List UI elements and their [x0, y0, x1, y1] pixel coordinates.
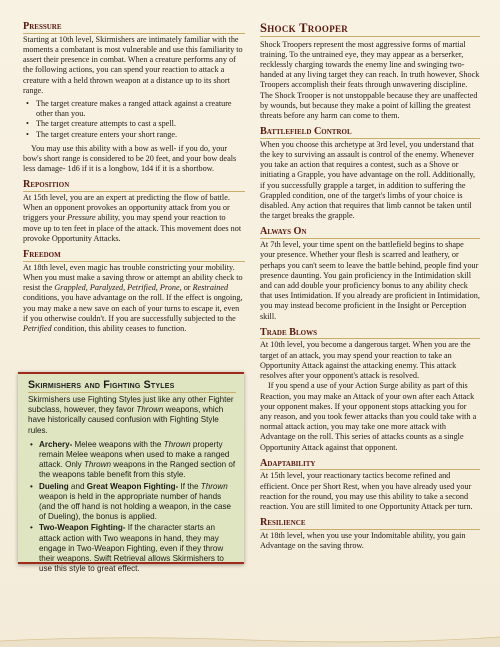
adaptability-text: At 15th level, your reactionary tactics become refined and efficient. Once per Short Rest, when you have already used your reaction for the round, you may use this ability to take a second reaction. You are still limited to one Opportunity Attack per turn.	[260, 471, 473, 512]
trade-blows-text: At 10th level, you become a dangerous target. When you are the target of an attack, you may spend your reaction to take an Opportunity Attack against the attacking enemy. This attack resolves after your opponent's attack is resolved.	[260, 340, 471, 381]
list-item: • The target creature enters your short range.	[23, 130, 245, 140]
heading-reposition: Reposition	[23, 180, 245, 192]
freedom-text: At 18th level, even magic has trouble constricting your mobility. When you must make a saving throw or attempt an ability check to resist the Grappled, Paralyzed, Petrified, Prone, or Restrained conditions, you have advantage on the roll. If the effect is ongoing, you may make a new save on each of your turns to escape it, even if you otherwise couldn't. If you are successfully subjected to the Petrified condition, this ability ceases to function.	[23, 262, 243, 333]
heading-resilience: Resilience	[260, 518, 480, 530]
sidebar-intro: Skirmishers use Fighting Styles just like any other Fighter subclass, however, they favor Thrown weapons, which have historically caused confusion with Fighting Style rules.	[28, 395, 234, 435]
list-item: • Archery- Melee weapons with the Thrown property remain Melee weapons when used to make a ranged attack. Only Thrown weapons in the Ranged section of the weapons table benefit from this style.	[28, 440, 236, 481]
list-item: • The target creature attempts to cast a spell.	[23, 119, 245, 129]
heading-battlefield-control: Battlefield Control	[260, 127, 480, 139]
sidebar-list	[28, 440, 236, 575]
heading-shock-trooper: Shock Trooper	[260, 22, 480, 37]
pressure-list	[23, 99, 245, 140]
right-column	[260, 22, 480, 551]
list-item: • The target creature makes a ranged attack against a creature other than you.	[23, 99, 245, 119]
heading-freedom: Freedom	[23, 250, 245, 262]
heading-trade-blows: Trade Blows	[260, 328, 480, 340]
heading-pressure: Pressure	[23, 22, 245, 34]
footer-ornament	[0, 625, 500, 647]
battlefield-control-text: When you choose this archetype at 3rd level, you understand that the key to surviving an assault is control of the enemy. Whenever you take an action that requires a contest, such as a Shove or initiating a Grapple, you have advantage on the roll. Additionally, if you successfully grapple a target, in addition to suffering the Grappled condition, one of the target's limbs of your choice is disabled. Any action that requires that limb cannot be taken until the target breaks the grapple.	[260, 139, 476, 221]
list-item: • Two-Weapon Fighting- If the character starts an attack action with Two weapons in hand, they may engage in Two-Weapon Fighting, even if they throw their weapons. Swift Retrieval allows Skirmishers to use this style to great effect.	[28, 523, 236, 574]
reposition-text: At 15th level, you are an expert at predicting the flow of battle. When an opponent provokes an opportunity attack from you or triggers your Pressure ability, you may spend your reaction to move up to ten feet in place of the attack. This movement does not provoke Opportunity Attacks.	[23, 193, 242, 243]
pressure-text: Starting at 10th level, Skirmishers are intimately familiar with the moments a combatant is most vulnerable and use this familiarity to assert their presence in combat. When a creature performs any of the following actions, you can spend your reaction to attack a creature with a held thrown weapon at a distance up to its short range.	[23, 34, 243, 95]
heading-adaptability: Adaptability	[260, 459, 480, 471]
pressure-bow-text: You may use this ability with a bow as well- if you do, your bow's short range is considered to be 20 feet, and your bow deals less damage- 1d6 if it is a longbow, 1d4 if it is a shortbow.	[23, 143, 237, 174]
sidebar-title: Skirmishers and Fighting Styles	[28, 379, 236, 393]
heading-always-on: Always On	[260, 227, 480, 239]
left-column	[23, 22, 245, 334]
trade-blows-text-2: If you spend a use of your Action Surge ability as part of this Reaction, you may make an Attack of your own after each Attack your opponent makes. If your opponent stops attacking you for any reason, and you took fewer attacks than you could take with a normal attack action, you may take one more attack with Advantage on the roll. This series of attacks counts as a single Opportunity Attack against that opponent.	[260, 381, 477, 452]
resilience-text: At 18th level, when you use your Indomitable ability, you gain Advantage on the saving throw.	[260, 530, 466, 551]
fighting-styles-sidebar	[18, 372, 244, 574]
shock-trooper-text: Shock Troopers represent the most aggressive forms of martial training. To the untrained eye, they may appear as a berserker, recklessly charging towards the enemy line and swinging two-handed at any living target they can reach. In truth however, Shock Troopers accomplish their feats through unwavering discipline. The Shock Trooper is not unstoppable because they are unaffected by wounds, but because they make a point of killing the greatest threats before any harm can come to them.	[260, 39, 480, 120]
always-on-text: At 7th level, your time spent on the battlefield begins to shape your presence. Whether your flesh is scarred and leathery, or perhaps you can't seem to leave the battle behind, people find your presence daunting. You gain proficiency in the Intimidation skill and can add double your proficiency bonus to any ability check that uses Intimidation. If you already are proficient in Intimidation, you may instead become proficient in the Insight or Perception skill.	[260, 240, 480, 321]
list-item: • Dueling and Great Weapon Fighting- If the Thrown weapon is held in the appropriate number of hands (and the off hand is not holding a weapon, in the case of Dueling), the bonus is applied.	[28, 482, 236, 523]
